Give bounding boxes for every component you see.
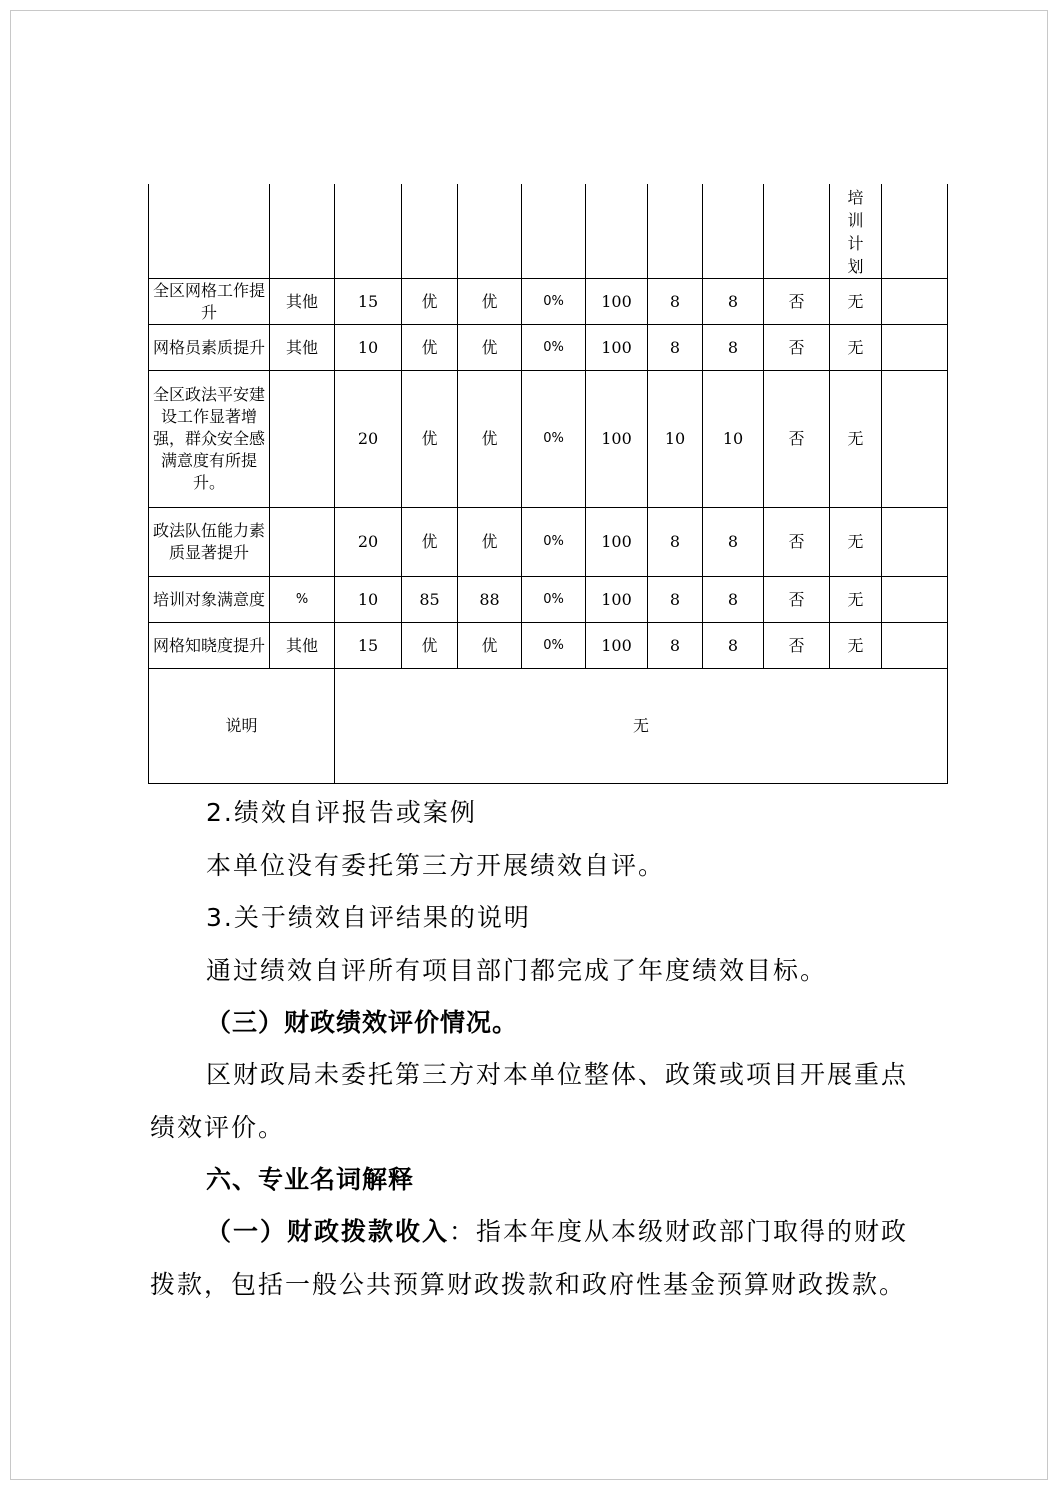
paragraph-fiscal-bureau-line2: 绩效评价。: [150, 1113, 286, 1142]
cell-target: 优: [402, 325, 458, 371]
cell-score-b: 8: [703, 623, 764, 669]
heading-self-eval-report: 2.绩效自评报告或案例: [206, 798, 477, 827]
table-row-continuation: [149, 184, 948, 279]
cell-flag: 否: [764, 279, 830, 325]
cell-remark: 无: [830, 371, 882, 508]
cell-indicator: 培训对象满意度: [149, 577, 270, 623]
cell-unit: [270, 508, 335, 577]
term-fiscal-appropriation-line1: （一）财政拨款收入：指本年度从本级财政部门取得的财政: [206, 1217, 909, 1246]
cell-target: 优: [402, 623, 458, 669]
note-value: 无: [335, 669, 948, 784]
cell-remark: 无: [830, 577, 882, 623]
cell-weight: 20: [335, 508, 402, 577]
cell-empty: [882, 371, 948, 508]
cell-target: 优: [402, 508, 458, 577]
cell-score-a: 8: [648, 279, 703, 325]
paragraph-fiscal-bureau-line1: 区财政局未委托第三方对本单位整体、政策或项目开展重点: [206, 1060, 909, 1089]
cell-deviation: 0%: [522, 508, 586, 577]
paragraph-no-third-party: 本单位没有委托第三方开展绩效自评。: [206, 851, 666, 880]
heading-fiscal-evaluation: （三）财政绩效评价情况。: [206, 1008, 519, 1037]
cell-deviation: 0%: [522, 371, 586, 508]
table-note-row: [149, 669, 948, 784]
cell-score-b: 8: [703, 279, 764, 325]
cell-empty: [882, 508, 948, 577]
cell-actual: 优: [458, 371, 522, 508]
cell-score-a: 8: [648, 623, 703, 669]
cell-score-a: 8: [648, 577, 703, 623]
remark-cell-vertical: 培 训 计 划: [830, 184, 882, 279]
cell-target: 优: [402, 371, 458, 508]
cell-flag: 否: [764, 577, 830, 623]
cell-remark: 无: [830, 508, 882, 577]
note-label: 说明: [149, 669, 335, 784]
cell-score-a: 8: [648, 325, 703, 371]
cell-actual: 优: [458, 279, 522, 325]
cell-completion: 100: [586, 623, 648, 669]
heading-term-explanations: 六、专业名词解释: [206, 1165, 415, 1194]
cell-indicator: 全区政法平安建设工作显著增强，群众安全感满意度有所提升。: [149, 371, 270, 508]
cell-empty: [882, 577, 948, 623]
cell-unit: [270, 371, 335, 508]
cell-flag: 否: [764, 325, 830, 371]
cell-weight: 10: [335, 325, 402, 371]
cell-empty: [882, 279, 948, 325]
cell-completion: 100: [586, 508, 648, 577]
cell-deviation: 0%: [522, 623, 586, 669]
cell-completion: 100: [586, 279, 648, 325]
cell-actual: 88: [458, 577, 522, 623]
cell-completion: 100: [586, 325, 648, 371]
cell-score-a: 10: [648, 371, 703, 508]
cell-flag: 否: [764, 371, 830, 508]
cell-remark: 无: [830, 325, 882, 371]
cell-unit: %: [270, 577, 335, 623]
table-row: [149, 577, 948, 623]
cell-unit: 其他: [270, 279, 335, 325]
cell-flag: 否: [764, 623, 830, 669]
cell-weight: 10: [335, 577, 402, 623]
cell-score-b: 8: [703, 577, 764, 623]
cell-indicator: 网格知晓度提升: [149, 623, 270, 669]
performance-table: [148, 184, 948, 784]
cell-target: 优: [402, 279, 458, 325]
cell-score-a: 8: [648, 508, 703, 577]
table-row: [149, 371, 948, 508]
cell-weight: 20: [335, 371, 402, 508]
cell-actual: 优: [458, 508, 522, 577]
heading-self-eval-result: 3.关于绩效自评结果的说明: [206, 903, 531, 932]
cell-completion: 100: [586, 577, 648, 623]
cell-weight: 15: [335, 279, 402, 325]
cell-deviation: 0%: [522, 325, 586, 371]
cell-remark: 无: [830, 623, 882, 669]
cell-score-b: 8: [703, 325, 764, 371]
cell-indicator: 政法队伍能力素质显著提升: [149, 508, 270, 577]
cell-flag: 否: [764, 508, 830, 577]
paragraph-targets-completed: 通过绩效自评所有项目部门都完成了年度绩效目标。: [206, 956, 828, 985]
cell-indicator: 全区网格工作提升: [149, 279, 270, 325]
table-row: [149, 279, 948, 325]
cell-unit: 其他: [270, 623, 335, 669]
cell-score-b: 10: [703, 371, 764, 508]
cell-target: 85: [402, 577, 458, 623]
cell-score-b: 8: [703, 508, 764, 577]
table-row: [149, 325, 948, 371]
table-row: [149, 623, 948, 669]
cell-actual: 优: [458, 623, 522, 669]
cell-empty: [882, 325, 948, 371]
term-fiscal-appropriation-line2: 拨款，包括一般公共预算财政拨款和政府性基金预算财政拨款。: [150, 1270, 907, 1299]
cell-deviation: 0%: [522, 279, 586, 325]
cell-completion: 100: [586, 371, 648, 508]
table-row: [149, 508, 948, 577]
cell-actual: 优: [458, 325, 522, 371]
cell-weight: 15: [335, 623, 402, 669]
cell-unit: 其他: [270, 325, 335, 371]
cell-deviation: 0%: [522, 577, 586, 623]
cell-remark: 无: [830, 279, 882, 325]
cell-indicator: 网格员素质提升: [149, 325, 270, 371]
cell-empty: [882, 623, 948, 669]
